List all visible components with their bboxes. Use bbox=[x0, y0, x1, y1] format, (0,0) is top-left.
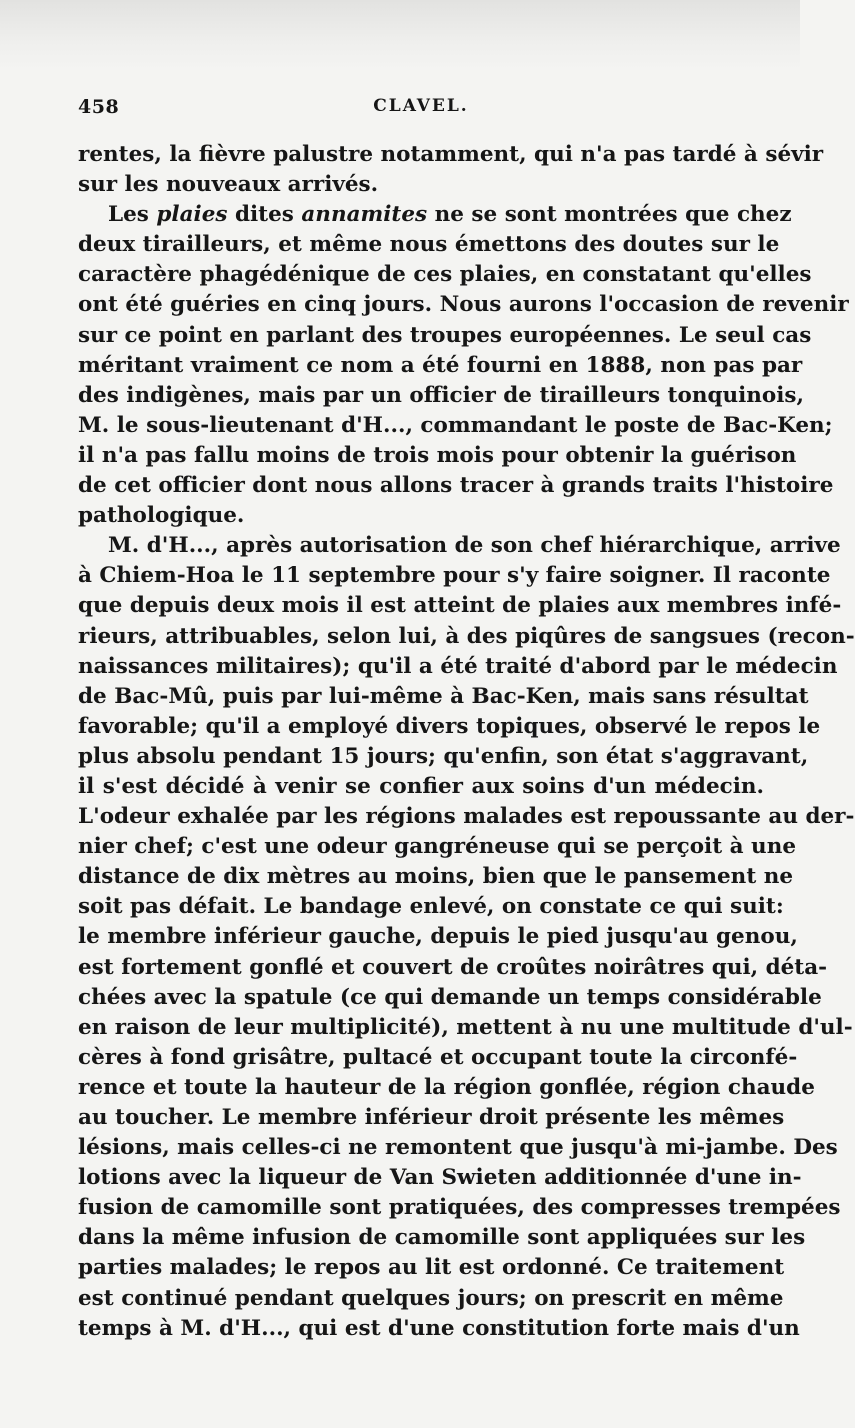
text-line: dans la même infusion de camomille sont appliquées sur les bbox=[78, 1225, 806, 1251]
italic-term: plaies bbox=[156, 202, 228, 228]
running-head bbox=[78, 96, 764, 126]
text-line: ont été guéries en cinq jours. Nous aurons l'occasion de revenir bbox=[78, 292, 849, 318]
text-line: M. d'H..., après autorisation de son chef hiérarchique, arrive bbox=[108, 533, 841, 559]
text-line: L'odeur exhalée par les régions malades est repoussante au der- bbox=[78, 804, 855, 830]
text-line: de Bac-Mû, puis par lui-même à Bac-Ken, mais sans résultat bbox=[78, 683, 809, 709]
text-line: pathologique. bbox=[78, 503, 245, 529]
text-line: nier chef; c'est une odeur gangréneuse qui se perçoit à une bbox=[78, 834, 797, 860]
text-line: en raison de leur multiplicité), mettent à nu une multitude d'ul- bbox=[78, 1014, 853, 1040]
text-line: des indigènes, mais par un officier de tirailleurs tonquinois, bbox=[78, 382, 805, 408]
text-line: sur les nouveaux arrivés. bbox=[78, 172, 379, 198]
text-line: sur ce point en parlant des troupes européennes. Le seul cas bbox=[78, 322, 812, 348]
text-line: parties malades; le repos au lit est ordonné. Ce traitement bbox=[78, 1255, 785, 1281]
text-segment: Les bbox=[108, 202, 157, 228]
text-line: à Chiem-Hoa le 11 septembre pour s'y faire soigner. Il raconte bbox=[78, 563, 831, 589]
text-line: favorable; qu'il a employé divers topiques, observé le repos le bbox=[78, 713, 821, 739]
text-line: cères à fond grisâtre, pultacé et occupant toute la circonfé- bbox=[78, 1044, 798, 1070]
text-line: méritant vraiment ce nom a été fourni en 1888, non pas par bbox=[78, 352, 803, 378]
text-line: distance de dix mètres au moins, bien que le pansement ne bbox=[78, 864, 794, 890]
italic-term: annamites bbox=[301, 202, 428, 228]
text-line: est fortement gonflé et couvert de croûtes noirâtres qui, déta- bbox=[78, 954, 828, 980]
text-line: il n'a pas fallu moins de trois mois pour obtenir la guérison bbox=[78, 442, 797, 468]
text-line: lotions avec la liqueur de Van Swieten additionnée d'une in- bbox=[78, 1165, 802, 1191]
text-line: que depuis deux mois il est atteint de plaies aux membres infé- bbox=[78, 593, 842, 619]
text-line: deux tirailleurs, et même nous émettons des doutes sur le bbox=[78, 232, 780, 258]
text-line: est continué pendant quelques jours; on prescrit en même bbox=[78, 1285, 784, 1311]
text-line: M. le sous-lieutenant d'H..., commandant le poste de Bac-Ken; bbox=[78, 412, 833, 438]
body-text bbox=[78, 140, 855, 1344]
text-line: caractère phagédénique de ces plaies, en constatant qu'elles bbox=[78, 262, 812, 288]
text-line: chées avec la spatule (ce qui demande un temps considérable bbox=[78, 984, 822, 1010]
text-line: il s'est décidé à venir se confier aux soins d'un médecin. bbox=[78, 773, 764, 799]
running-title: CLAVEL. bbox=[373, 96, 469, 116]
text-segment: ne se sont montrées que chez bbox=[427, 202, 792, 228]
text-line: rentes, la fièvre palustre notamment, qui n'a pas tardé à sévir bbox=[78, 142, 824, 167]
text-line: rence et toute la hauteur de la région gonflée, région chaude bbox=[78, 1074, 815, 1100]
page-number: 458 bbox=[78, 96, 120, 118]
text-line: le membre inférieur gauche, depuis le pied jusqu'au genou, bbox=[78, 924, 798, 950]
text-line: au toucher. Le membre inférieur droit présente les mêmes bbox=[78, 1105, 785, 1130]
text-line: soit pas défait. Le bandage enlevé, on constate ce qui suit: bbox=[78, 894, 784, 920]
text-line: temps à M. d'H..., qui est d'une constitution forte mais d'un bbox=[78, 1315, 800, 1341]
text-line: lésions, mais celles-ci ne remontent que jusqu'à mi-jambe. Des bbox=[78, 1135, 838, 1161]
text-segment: dites bbox=[227, 202, 302, 228]
text-line-mixed bbox=[78, 200, 792, 230]
scan-shadow bbox=[0, 0, 800, 70]
text-line: de cet officier dont nous allons tracer à grands traits l'histoire bbox=[78, 473, 834, 499]
text-line: plus absolu pendant 15 jours; qu'enfin, son état s'aggravant, bbox=[78, 743, 809, 769]
text-line: fusion de camomille sont pratiquées, des compresses trempées bbox=[78, 1195, 841, 1221]
text-line: rieurs, attribuables, selon lui, à des piqûres de sangsues (recon- bbox=[78, 623, 855, 649]
text-line: naissances militaires); qu'il a été traité d'abord par le médecin bbox=[78, 653, 838, 679]
